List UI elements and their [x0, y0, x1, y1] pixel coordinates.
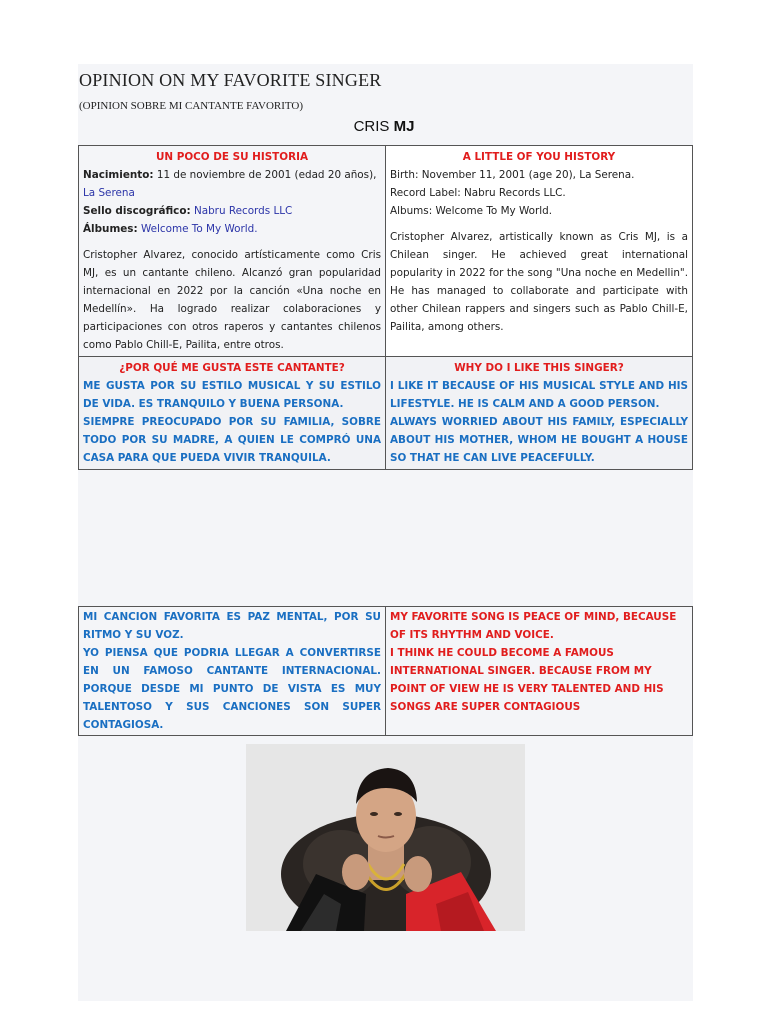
singer-photo: [246, 744, 525, 931]
albums-es: [83, 220, 381, 238]
favorite-table: [78, 606, 693, 736]
label-es-label: Sello discográfico:: [83, 205, 191, 217]
label-en: Record Label: Nabru Records LLC.: [390, 187, 566, 199]
birth-es-value: 11 de noviembre de 2001 (edad 20 años),: [156, 169, 377, 181]
why-es-p2: SIEMPRE PREOCUPADO POR SU FAMILIA, SOBRE TODO POR SU MADRE, A QUIEN LE COMPRÓ UNA CASA PARA QUE PUEDA VIVIR TRANQUILA.: [83, 416, 381, 464]
birth-es: [83, 166, 381, 202]
label-es: [83, 202, 381, 220]
favorite-es-p1: MI CANCION FAVORITA ES PAZ MENTAL, POR SU RITMO Y SU VOZ.: [83, 611, 381, 641]
why-es-heading: ¿POR QUÉ ME GUSTA ESTE CANTANTE?: [119, 362, 345, 374]
history-en-heading: A LITTLE OF YOU HISTORY: [462, 151, 616, 163]
why-es-cell: [79, 357, 386, 470]
why-en-heading: WHY DO I LIKE THIS SINGER?: [454, 362, 624, 374]
history-en-cell: [386, 146, 693, 357]
favorite-es-p2: YO PIENSA QUE PODRIA LLEGAR A CONVERTIRSE EN UN FAMOSO CANTANTE INTERNACIONAL. PORQUE DESDE MI PUNTO DE VISTA ES MUY TALENTOSO Y SUS CANCIONES SON SUPER CONTAGIOSA.: [83, 647, 381, 731]
singer-portrait-illustration: [246, 744, 525, 931]
why-en-cell: [386, 357, 693, 470]
bio-es: Cristopher Alvarez, conocido artísticamente como Cris MJ, es un cantante chileno. Alcanzó gran popularidad internacional en 2022 por la canción «Una noche en Medellín». Ha logrado realizar colaboraciones y participaciones con otros raperos y cantantes chilenos como Pablo Chill-E, Pailita, entre otros.: [83, 249, 381, 351]
birth-es-label: Nacimiento:: [83, 169, 154, 181]
document-title: OPINION ON MY FAVORITE SINGER: [79, 70, 382, 90]
albums-es-label: Álbumes:: [83, 223, 138, 235]
bio-en: Cristopher Alvarez, artistically known as Cris MJ, is a Chilean singer. He achieved great international popularity in 2022 for the song "Una noche en Medellin". He has managed to collaborate and participate with other Chilean rappers and singers such as Pablo Chill-E, Pailita, among others.: [390, 231, 688, 333]
record-label-link[interactable]: Nabru Records LLC: [193, 205, 293, 217]
birth-en: Birth: November 11, 2001 (age 20), La Serena.: [390, 169, 635, 181]
album-link[interactable]: Welcome To My World.: [140, 223, 258, 235]
albums-en: Albums: Welcome To My World.: [390, 205, 553, 217]
why-en-p1: I LIKE IT BECAUSE OF HIS MUSICAL STYLE AND HIS LIFESTYLE. HE IS CALM AND A GOOD PERSON.: [390, 380, 688, 410]
history-es-cell: [79, 146, 386, 357]
history-es-heading: UN POCO DE SU HISTORIA: [155, 151, 309, 163]
favorite-en-cell: [386, 607, 693, 736]
favorite-en-p1: MY FAVORITE SONG IS PEACE OF MIND, BECAUSE OF ITS RHYTHM AND VOICE.: [390, 611, 677, 641]
birth-place-link[interactable]: La Serena: [83, 187, 135, 199]
document-subtitle: (OPINION SOBRE MI CANTANTE FAVORITO): [79, 100, 304, 112]
history-table: [78, 145, 693, 470]
why-en-p2: ALWAYS WORRIED ABOUT HIS FAMILY, ESPECIALLY ABOUT HIS MOTHER, WHOM HE BOUGHT A HOUSE SO THAT HE CAN LIVE PEACEFULLY.: [390, 416, 688, 464]
singer-name: [0, 118, 768, 135]
singer-last-name: MJ: [393, 118, 415, 135]
favorite-es-cell: [79, 607, 386, 736]
favorite-en-p2: I THINK HE COULD BECOME A FAMOUS INTERNATIONAL SINGER. BECAUSE FROM MY POINT OF VIEW HE IS VERY TALENTED AND HIS SONGS ARE SUPER CONTAGIOUS: [390, 647, 664, 713]
singer-first-name: CRIS: [353, 118, 390, 135]
why-es-p1: ME GUSTA POR SU ESTILO MUSICAL Y SU ESTILO DE VIDA. ES TRANQUILO Y BUENA PERSONA.: [83, 380, 381, 410]
